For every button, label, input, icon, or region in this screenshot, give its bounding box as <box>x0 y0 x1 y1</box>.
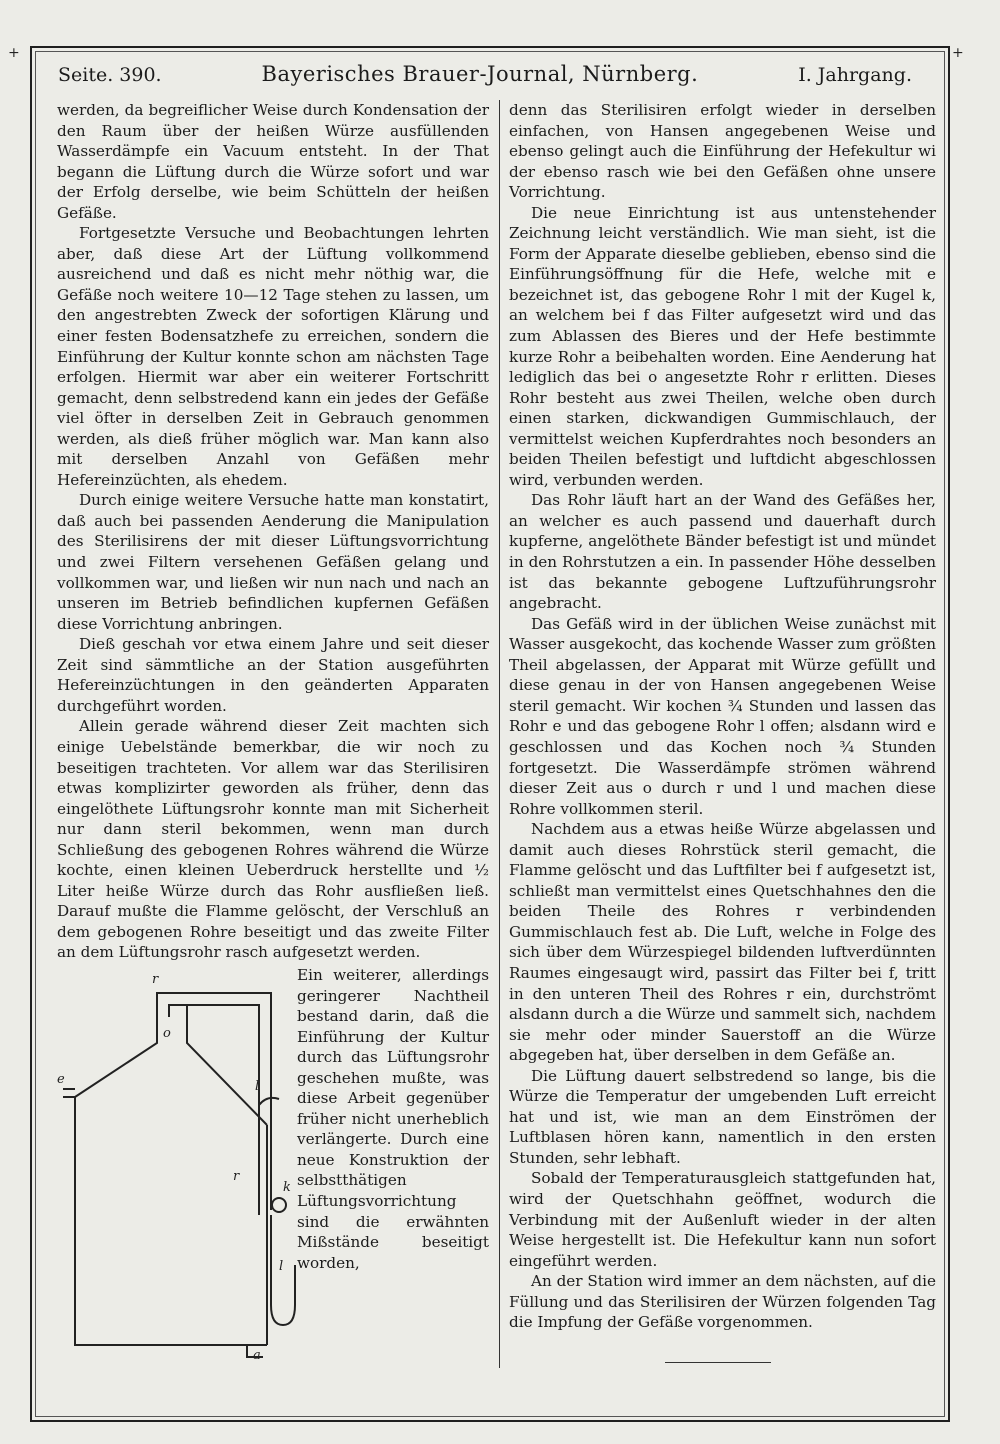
paragraph: Fortgesetzte Versuche und Beobachtungen lehrten aber, daß diese Art der Lüftung vollkommend ausreichend und daß es nicht mehr nöthig war, die Gefäße noch weitere 10—12 Tage stehen zu lassen, um den angestrebten Zweck der sofortigen Klärung und einer festen Bodensatzhefe zu erreichen, sondern die Einführung der Kultur konnte schon am nächsten Tage erfolgen. Hiermit war aber ein weiterer Fortschritt gemacht, denn selbstredend kann ein jedes der Gefäße viel öfter in derselben Zeit in Gebrauch genommen werden, als dieß früher möglich war. Man kann also mit derselben Anzahl von Gefäßen mehr Hefereinzüchten, als ehedem. <box>57 224 489 489</box>
paragraph: Nachdem aus a etwas heiße Würze abgelassen und damit auch dieses Rohrstück steril gemacht, die Flamme gelöscht und das Luftfilter bei f aufgesetzt ist, schließt man vermittelst eines Quetschhahnes den die beiden Theile des Rohres r verbindenden Gummischlauch fest ab. Die Luft, welche in Folge des sich über dem Würzespiegel bildenden luftverdünnten Raumes eingesaugt wird, passirt das Filter bei f, tritt in den unteren Theil des Rohres r ein, durchströmt alsdann durch a die Würze und sammelt sich, nachdem sie mehr oder minder Sauerstoff an die Würze abgegeben hat, über derselben in dem Gefäße an. <box>509 820 936 1065</box>
paragraph: Das Rohr läuft hart an der Wand des Gefäßes her, an welcher es auch passend und dauerhaft durch kupferne, angelöthete Bänder befestigt ist und mündet in den Rohrstutzen a ein. In passender Höhe desselben ist das bekannte gebogene Luftzuführungsrohr angebracht. <box>509 491 936 613</box>
paragraph: Die Lüftung dauert selbstredend so lange, bis die Würze die Temperatur der umgebenden Luft erreicht hat und ist, wie man an dem Einströmen der Luftblasen hören kann, namentlich in den ersten Stunden, sehr lebhaft. <box>509 1066 936 1167</box>
label-r2: r <box>233 1168 240 1184</box>
paragraph-beside-figure: Ein weiterer, allerdings geringerer Nachtheil bestand darin, daß die Einführung der Kultur durch das Lüftungsrohr geschehen mußte, was diese Arbeit gegenüber früher nicht unerheblich verlängerte. Durch eine neue Konstruktion der selbstthätigen Lüftungsvorrichtung sind die erwähnten Mißstände beseitigt worden, <box>297 965 489 1272</box>
paragraph: Durch einige weitere Versuche hatte man konstatirt, daß auch bei passenden Aenderung die Manipulation des Sterilisirens der mit dieser Lüftungsvorrichtung und zwei Filtern versehenen Gefäßen gelang und vollkommen war, und ließen wir nun nach und nach an unseren im Betrieb befindlichen kupfernen Gefäßen diese Vorrichtung anbringen. <box>57 491 489 633</box>
label-a: a <box>253 1347 261 1363</box>
apparatus-diagram <box>57 965 289 1361</box>
figure-block <box>57 965 489 1363</box>
page-number: Seite. 390. <box>58 64 162 86</box>
paragraph: werden, da begreiflicher Weise durch Kondensation der den Raum über der heißen Würze ausfüllenden Wasserdämpfe ein Vacuum entsteht. In der That begann die Lüftung durch die Würze sofort und war der Erfolg derselbe, wie beim Schütteln der heißen Gefäße. <box>57 101 489 222</box>
label-e: e <box>57 1071 65 1087</box>
vessel-wall <box>75 1097 267 1345</box>
left-column <box>57 100 489 1361</box>
label-r: r <box>152 971 159 987</box>
paragraph: An der Station wird immer an dem nächsten, auf die Füllung und das Sterilisiren der Würzen folgenden Tag die Impfung der Gefäße vorgenommen. <box>509 1272 936 1332</box>
label-k: k <box>283 1179 291 1195</box>
neck-e <box>63 1089 75 1097</box>
paragraph: Die neue Einrichtung ist aus untenstehender Zeichnung leicht verständlich. Wie man sieht, ist die Form der Apparate dieselbe geblieben, ebenso sind die Einführungsöffnung für die Hefe, welche mit e bezeichnet ist, das gebogene Rohr l mit der Kugel k, an welchem bei f das Filter aufgesetzt wird und das zum Ablassen des Bieres und der Hefe bestimmte kurze Rohr a beibehalten worden. Eine Aenderung hat lediglich das bei o angesetzte Rohr r erlitten. Dieses Rohr besteht aus zwei Theilen, welche oben durch einen starken, dickwandigen Gummischlauch, der vermittelst weichen Kupferdrahtes noch besonders an beiden Theilen befestigt und luftdicht abgeschlossen wird, verbunden werden. <box>509 203 936 489</box>
paragraph: Sobald der Temperaturausgleich stattgefunden hat, wird der Quetschhahn geöffnet, wodurch die Verbindung mit der Außenluft wieder in der alten Weise hergestellt ist. Die Hefekultur kann nun sofort eingeführt werden. <box>509 1169 936 1270</box>
corner-ornament-top-left: + <box>8 45 20 61</box>
end-rule <box>665 1362 771 1363</box>
journal-title: Bayerisches Brauer-Journal, Nürnberg. <box>261 62 699 86</box>
tube-r <box>157 993 271 1210</box>
paragraph: denn das Sterilisiren erfolgt wieder in derselben einfachen, von Hansen angegebenen Weise und ebenso gelingt auch die Einführung der Hefekultur wi der ebenso rasch wie bei den Gefäßen ohne unsere Vorrichtung. <box>509 101 936 202</box>
vessel-shoulder-right <box>187 1005 267 1125</box>
tube-r-inner <box>169 1005 259 1215</box>
right-column <box>509 100 936 1333</box>
paragraph: Dieß geschah vor etwa einem Jahre und seit dieser Zeit sind sämmtliche an der Station ausgeführten Hefereinzüchtungen in den geänderten Apparaten durchgeführt worden. <box>57 635 489 715</box>
paragraph: Das Gefäß wird in der üblichen Weise zunächst mit Wasser ausgekocht, das kochende Wasser zum größten Theil abgelassen, der Apparat mit Würze gefüllt und diese genau in der von Hansen angegebenen Weise steril gemacht. Wir kochen ¾ Stunden und lassen das Rohr e und das gebogene Rohr l offen; alsdann wird e geschlossen und das Kochen noch ¾ Stunden fortgesetzt. Die Wasserdämpfe strömen während dieser Zeit aus o durch r und l und machen diese Rohre vollkommen steril. <box>509 614 936 818</box>
tube-l-bend <box>259 1098 279 1105</box>
paragraph: Allein gerade während dieser Zeit machten sich einige Uebelstände bemerkbar, die wir noch zu beseitigen trachteten. Vor allem war das Sterilisiren etwas komplizirter geworden als früher, denn das eingelöthete Lüftungsrohr konnte man mit Sicherheit nur dann steril bekommen, wenn man durch Schließung des gebogenen Rohres während die Würze kochte, einen kleinen Ueberdruck herstellte und ½ Liter heiße Würze durch das Rohr ausfließen ließ. Darauf mußte die Flamme gelöscht, der Verschluß an dem gebogenen Rohre beseitigt und das zweite Filter an dem Lüftungsrohr rasch aufgesetzt werden. <box>57 717 489 962</box>
label-l2: l <box>279 1258 284 1274</box>
label-l: l <box>255 1078 260 1094</box>
vessel-shoulder-left <box>75 1005 157 1097</box>
corner-ornament-top-right: + <box>952 45 964 61</box>
label-o: o <box>163 1025 171 1041</box>
column-divider <box>499 100 500 1368</box>
ball-k <box>272 1198 286 1212</box>
volume-label: I. Jahrgang. <box>798 64 912 86</box>
running-header <box>58 62 912 86</box>
